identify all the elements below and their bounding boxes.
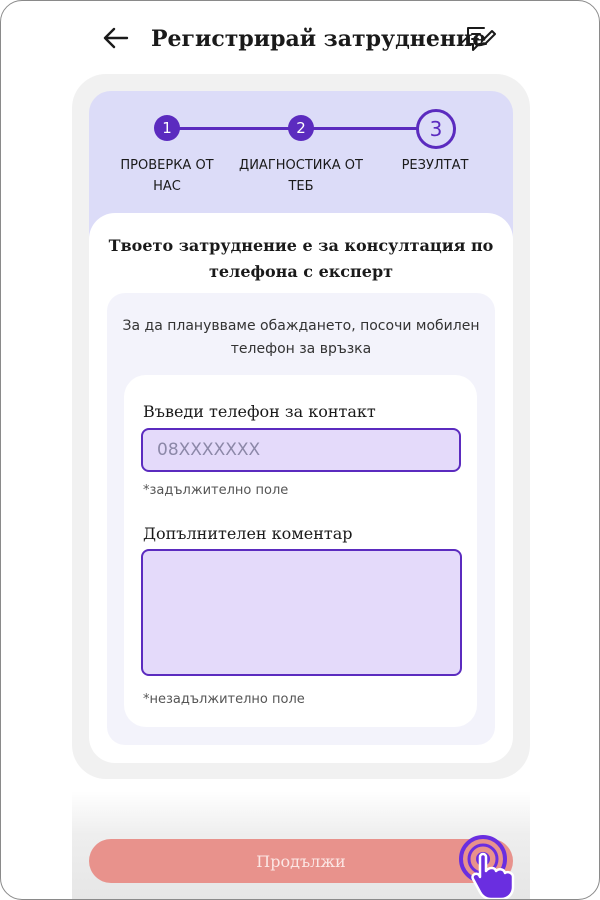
app-header xyxy=(1,1,600,77)
step-2-indicator: 2 xyxy=(288,115,314,141)
arrow-left-icon[interactable] xyxy=(101,23,131,53)
step-2-label: ДИАГНОСТИКА ОТ ТЕБ xyxy=(239,158,363,194)
page-title: Регистрирай затруднение xyxy=(151,26,487,52)
continue-button[interactable]: Продължи xyxy=(89,839,513,883)
comment-field-label: Допълнителен коментар xyxy=(143,524,353,543)
phone-field-label: Въведи телефон за контакт xyxy=(143,402,376,421)
step-3-indicator: 3 xyxy=(416,109,456,149)
step-1-label: ПРОВЕРКА ОТ НАС xyxy=(120,158,214,194)
step-3-label: РЕЗУЛТАТ xyxy=(401,158,469,173)
comment-textarea[interactable] xyxy=(141,549,462,676)
phone-input[interactable] xyxy=(141,428,461,472)
step-1-indicator: 1 xyxy=(154,115,180,141)
comment-optional-hint: *незадължително поле xyxy=(143,692,305,707)
chat-edit-icon[interactable] xyxy=(464,23,496,53)
phone-required-hint: *задължително поле xyxy=(143,483,289,498)
tap-gesture-icon xyxy=(453,827,537,900)
contact-info-text: За да планувваме обаждането, посочи мобилен телефон за връзка xyxy=(122,318,480,357)
result-title: Твоето затруднение е за консултация по телефона с експерт xyxy=(108,236,494,281)
